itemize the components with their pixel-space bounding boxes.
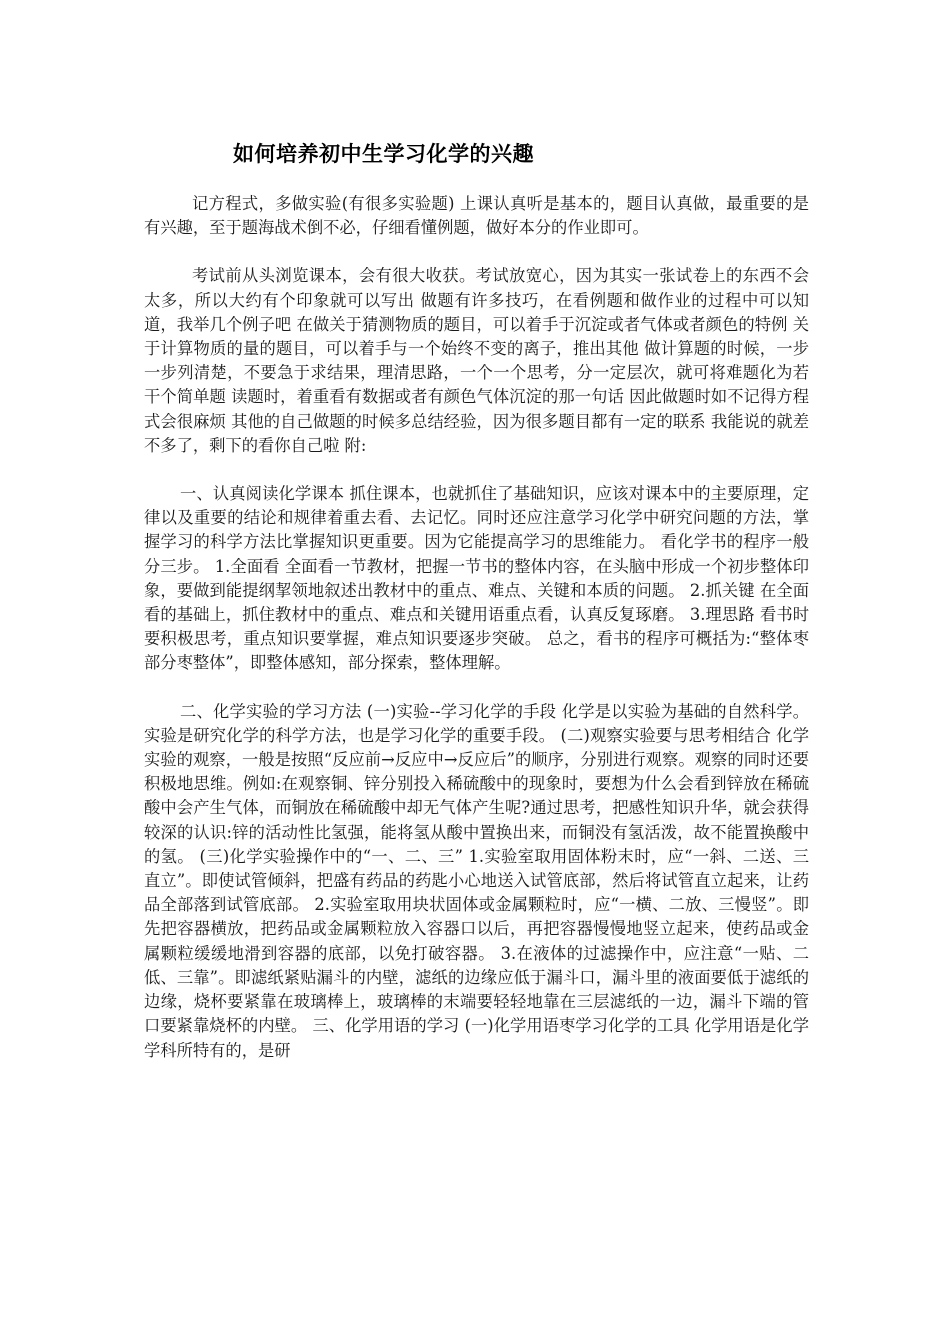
paragraph-exam-tips: 考试前从头浏览课本，会有很大收获。考试放宽心，因为其实一张试卷上的东西不会太多，所以大约有个印象就可以写出 做题有许多技巧，在看例题和做作业的过程中可以知道，我举几个例子吧 在做关于猜测物质的题目，可以着手于沉淀或者气体或者颜色的特例 关于计算物质的量的题目，可以着手与一个始终不变的离子，推出其他 做计算题的时候，一步一步列清楚，不要急于求结果，理清思路，一个一个思考，分一定层次，就可将难题化为若干个简单题 读题时，着重看有数据或者有颜色气体沉淀的那一句话 因此做题时如不记得方程式会很麻烦 其他的自己做题的时候多总结经验，因为很多题目都有一定的联系 我能说的就差不多了，剩下的看你自己啦 附: [144,266,809,455]
paragraph-read-textbook: 一、认真阅读化学课本 抓住课本，也就抓住了基础知识，应该对课本中的主要原理，定律以及重要的结论和规律着重去看、去记忆。同时还应注意学习化学中研究问题的方法，掌握学习的科学方法比掌握知识更重要。因为它能提高学习的思维能力。 看化学书的程序一般分三步。 1.全面看 全面看一节教材，把握一节书的整体内容，在头脑中形成一个初步整体印象，要做到能提纲挈领地叙述出教材中的重点、难点、关键和本质的问题。 2.抓关键 在全面看的基础上，抓住教材中的重点、难点和关键用语重点看，认真反复琢磨。 3.理思路 看书时要积极思考，重点知识要掌握，难点知识要逐步突破。 总之，看书的程序可概括为:“整体枣部分枣整体”，即整体感知，部分探索，整体理解。 [144,484,809,673]
document-body [144,192,809,1087]
document-title: 如何培养初中生学习化学的兴趣 [233,142,534,166]
paragraph-experiment-methods: 二、化学实验的学习方法 (一)实验--学习化学的手段 化学是以实验为基础的自然科学。实验是研究化学的科学方法，也是学习化学的重要手段。 (二)观察实验要与思考相结合 化学实验的观察，一般是按照“反应前→反应中→反应后”的顺序，分别进行观察。观察的同时还要积极地思维。例如:在观察铜、锌分别投入稀硫酸中的现象时，要想为什么会看到锌放在稀硫酸中会产生气体，而铜放在稀硫酸中却无气体产生呢?通过思考，把感性知识升华，就会获得较深的认识:锌的活动性比氢强，能将氢从酸中置换出来，而铜没有氢活泼，故不能置换酸中的氢。 (三)化学实验操作中的“一、二、三” 1.实验室取用固体粉末时，应“一斜、二送、三直立”。即使试管倾斜，把盛有药品的药匙小心地送入试管底部，然后将试管直立起来，让药品全部落到试管底部。 2.实验室取用块状固体或金属颗粒时，应“一横、二放、三慢竖”。即先把容器横放，把药品或金属颗粒放入容器口以后，再把容器慢慢地竖立起来，使药品或金属颗粒缓缓地滑到容器的底部，以免打破容器。 3.在液体的过滤操作中，应注意“一贴、二低、三靠”。即滤纸紧贴漏斗的内壁，滤纸的边缘应低于漏斗口，漏斗里的液面要低于滤纸的边缘，烧杯要紧靠在玻璃棒上，玻璃棒的末端要轻轻地靠在三层滤纸的一边，漏斗下端的管口要紧靠烧杯的内壁。 三、化学用语的学习 (一)化学用语枣学习化学的工具 化学用语是化学学科所特有的，是研 [144,701,809,1060]
paragraph-study-tips: 记方程式，多做实验(有很多实验题) 上课认真听是基本的，题目认真做，最重要的是有兴趣，至于题海战术倒不必，仔细看懂例题，做好本分的作业即可。 [144,194,809,238]
